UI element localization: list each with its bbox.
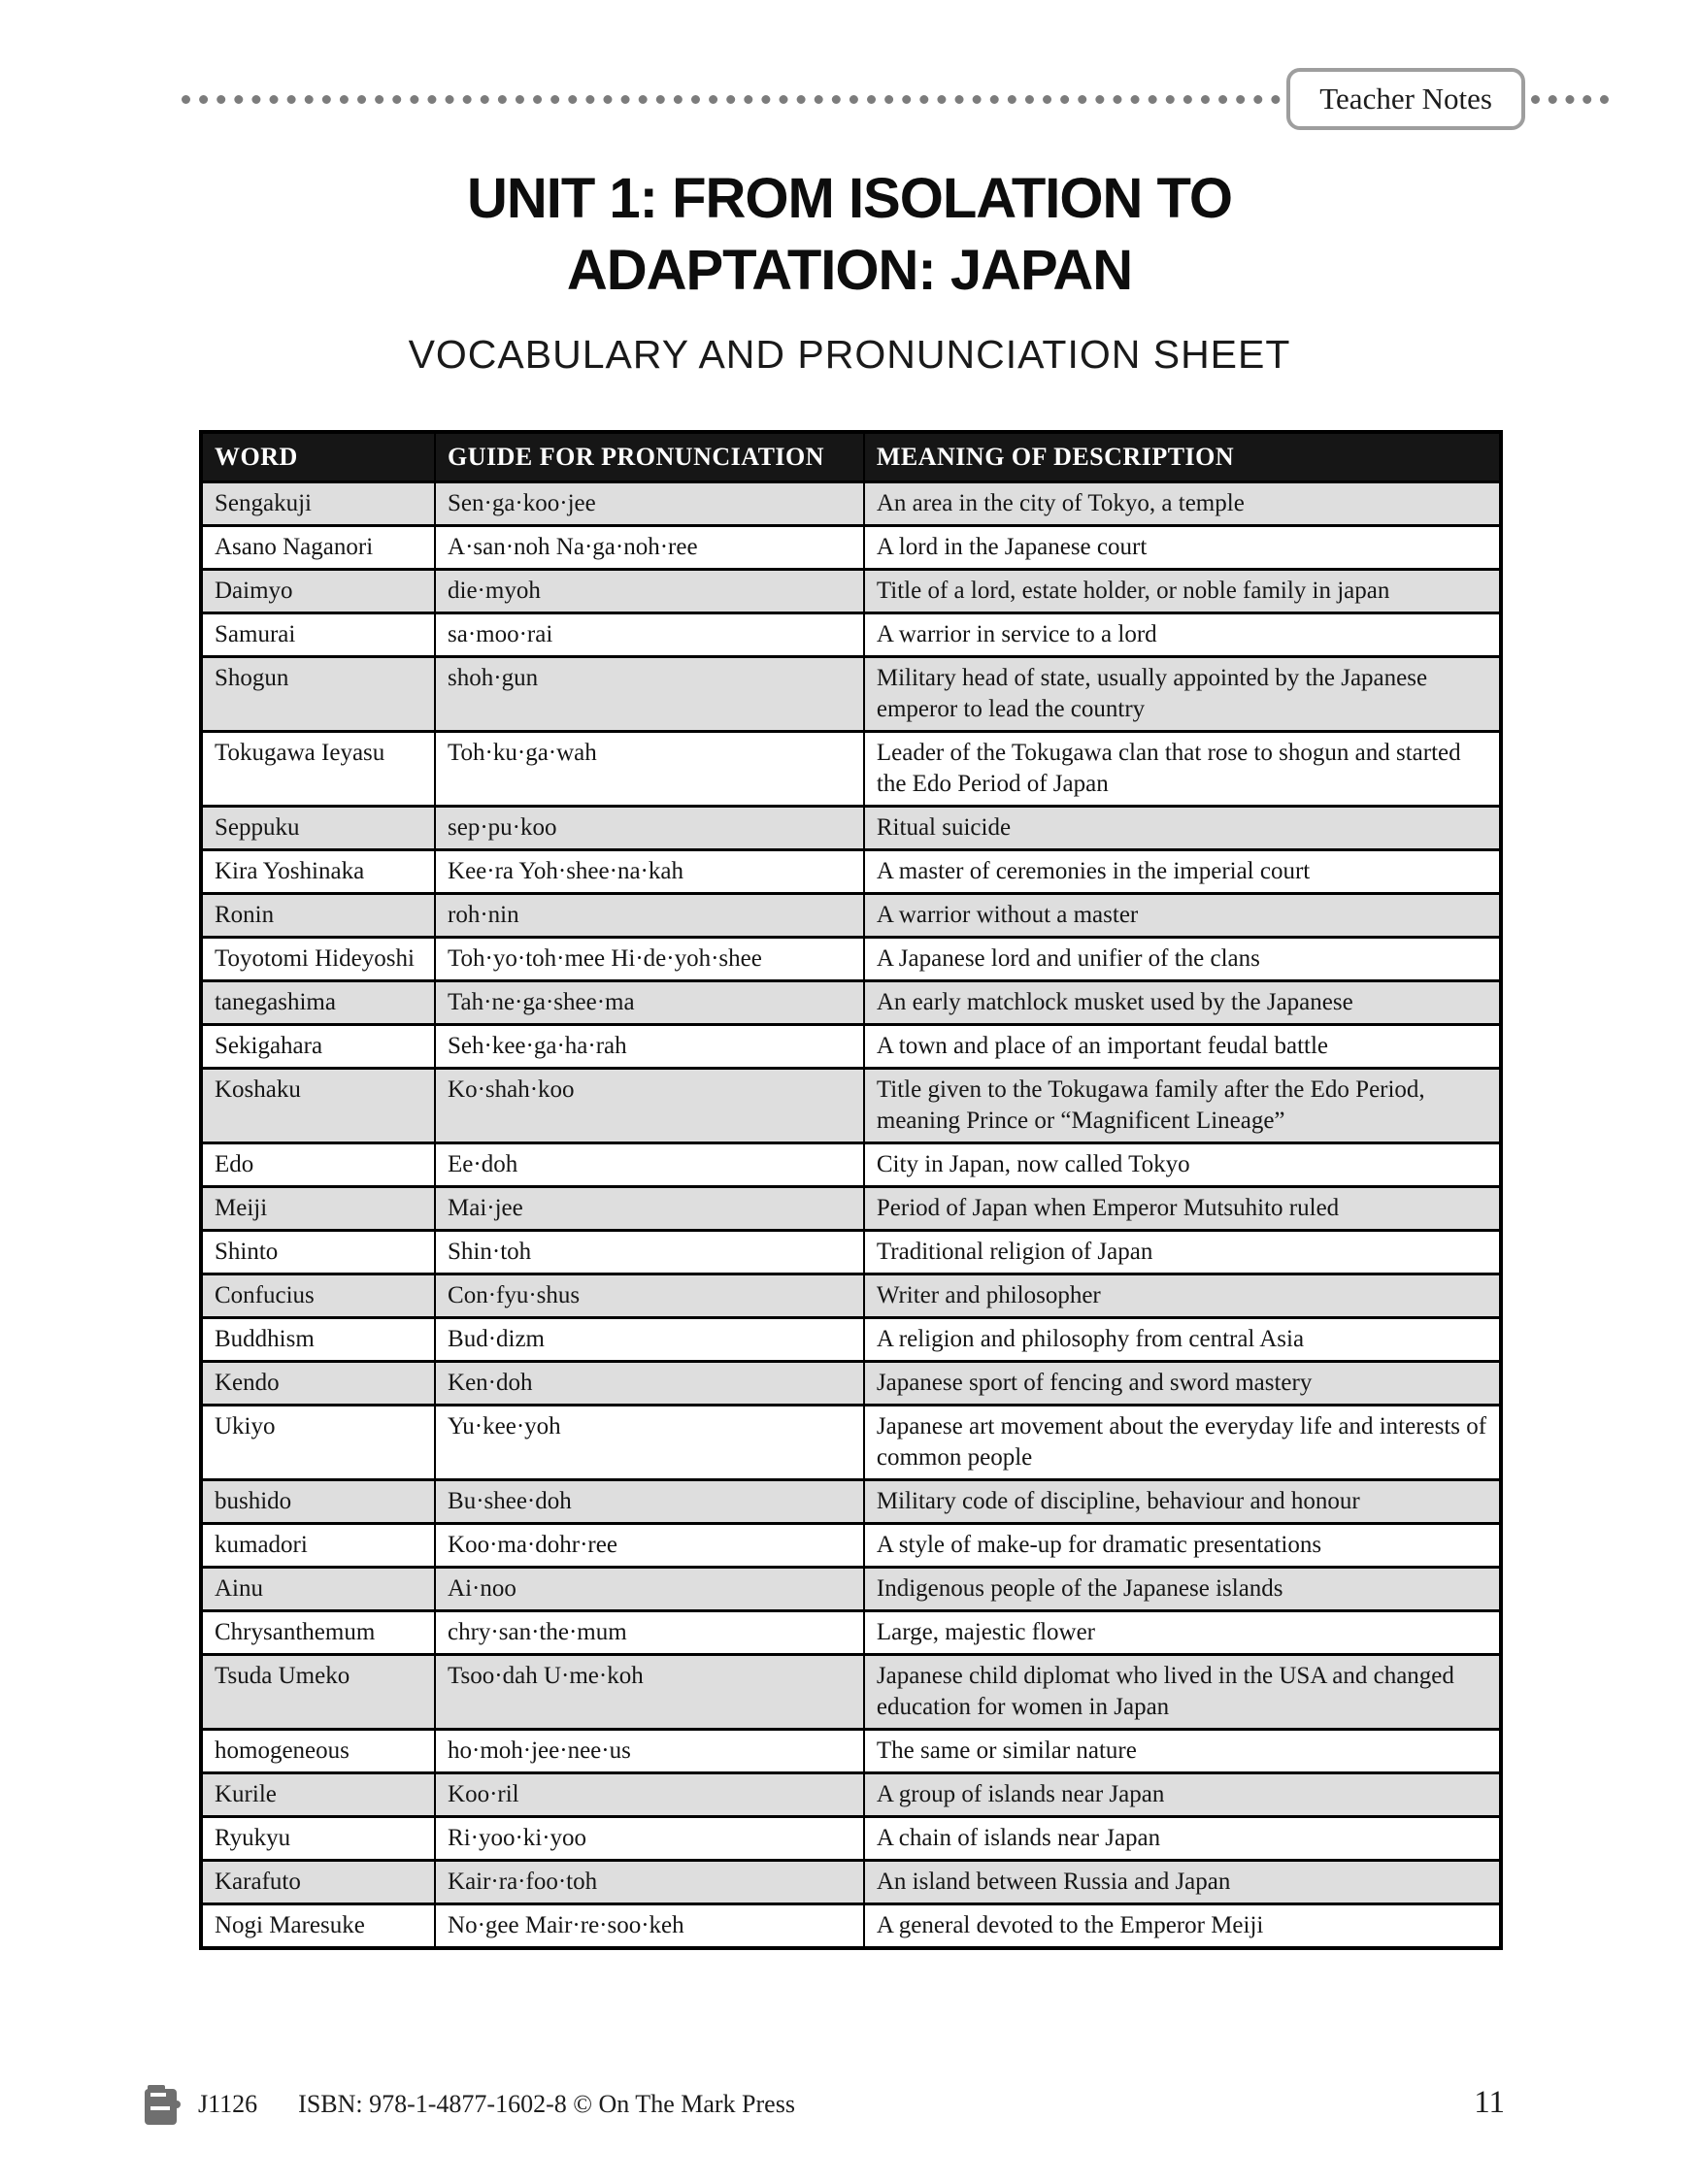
meaning-cell: Japanese child diplomat who lived in the USA and changed education for women in Japan	[864, 1655, 1501, 1730]
table-row	[201, 807, 1501, 850]
word-cell: Toyotomi Hideyoshi	[201, 938, 435, 981]
pronunciation-cell: Koo·ma·dohr·ree	[435, 1524, 864, 1568]
word-cell: kumadori	[201, 1524, 435, 1568]
meaning-cell: Indigenous people of the Japanese islands	[864, 1568, 1501, 1611]
word-cell: homogeneous	[201, 1730, 435, 1773]
word-cell: Confucius	[201, 1274, 435, 1318]
pronunciation-cell: Shin·toh	[435, 1231, 864, 1274]
table-row	[201, 1069, 1501, 1143]
page-title	[0, 163, 1699, 307]
meaning-cell: A Japanese lord and unifier of the clans	[864, 938, 1501, 981]
table-row	[201, 1611, 1501, 1655]
table-row	[201, 1025, 1501, 1069]
word-cell: Asano Naganori	[201, 526, 435, 570]
pronunciation-cell: Toh·ku·ga·wah	[435, 732, 864, 807]
table-row	[201, 1730, 1501, 1773]
table-row	[201, 1480, 1501, 1524]
table-row	[201, 1524, 1501, 1568]
table-row	[201, 1773, 1501, 1817]
meaning-cell: A town and place of an important feudal battle	[864, 1025, 1501, 1069]
word-cell: Shinto	[201, 1231, 435, 1274]
word-cell: Kira Yoshinaka	[201, 850, 435, 894]
word-cell: Sekigahara	[201, 1025, 435, 1069]
meaning-cell: A lord in the Japanese court	[864, 526, 1501, 570]
meaning-cell: Leader of the Tokugawa clan that rose to shogun and started the Edo Period of Japan	[864, 732, 1501, 807]
pronunciation-cell: Koo·ril	[435, 1773, 864, 1817]
pronunciation-cell: Bu·shee·doh	[435, 1480, 864, 1524]
meaning-cell: Large, majestic flower	[864, 1611, 1501, 1655]
meaning-cell: Ritual suicide	[864, 807, 1501, 850]
table-row	[201, 1274, 1501, 1318]
pronunciation-cell: Ee·doh	[435, 1143, 864, 1187]
meaning-cell: Japanese art movement about the everyday life and interests of common people	[864, 1406, 1501, 1480]
meaning-cell: Traditional religion of Japan	[864, 1231, 1501, 1274]
table-row	[201, 1362, 1501, 1406]
pronunciation-cell: No·gee Mair·re·soo·keh	[435, 1904, 864, 1949]
word-cell: Ryukyu	[201, 1817, 435, 1861]
teacher-notes-label: Teacher Notes	[1319, 82, 1492, 116]
column-header-pronunciation: GUIDE FOR PRONUNCIATION	[435, 432, 864, 482]
word-cell: Edo	[201, 1143, 435, 1187]
pronunciation-cell: Tsoo·dah U·me·koh	[435, 1655, 864, 1730]
table-row	[201, 570, 1501, 613]
vocabulary-table-body	[201, 482, 1501, 1949]
meaning-cell: City in Japan, now called Tokyo	[864, 1143, 1501, 1187]
column-header-word: WORD	[201, 432, 435, 482]
word-cell: Karafuto	[201, 1861, 435, 1904]
pronunciation-cell: Ai·noo	[435, 1568, 864, 1611]
pronunciation-cell: Seh·kee·ga·ha·rah	[435, 1025, 864, 1069]
dotted-rule-left	[182, 95, 1281, 104]
meaning-cell: Military code of discipline, behaviour and honour	[864, 1480, 1501, 1524]
meaning-cell: A style of make-up for dramatic presentations	[864, 1524, 1501, 1568]
word-cell: Kendo	[201, 1362, 435, 1406]
table-row	[201, 482, 1501, 526]
dotted-rule-right	[1531, 95, 1609, 104]
pronunciation-cell: ho·moh·jee·nee·us	[435, 1730, 864, 1773]
table-row	[201, 1655, 1501, 1730]
table-row	[201, 894, 1501, 938]
meaning-cell: An area in the city of Tokyo, a temple	[864, 482, 1501, 526]
table-row	[201, 1904, 1501, 1949]
page-subtitle: VOCABULARY AND PRONUNCIATION SHEET	[408, 332, 1291, 377]
word-cell: Shogun	[201, 657, 435, 732]
pronunciation-cell: Toh·yo·toh·mee Hi·de·yoh·shee	[435, 938, 864, 981]
header-row	[201, 432, 1501, 482]
word-cell: Tokugawa Ieyasu	[201, 732, 435, 807]
pronunciation-cell: Con·fyu·shus	[435, 1274, 864, 1318]
table-row	[201, 1231, 1501, 1274]
word-cell: tanegashima	[201, 981, 435, 1025]
meaning-cell: The same or similar nature	[864, 1730, 1501, 1773]
meaning-cell: Title of a lord, estate holder, or noble family in japan	[864, 570, 1501, 613]
page-title-line2: ADAPTATION: JAPAN	[566, 239, 1133, 302]
meaning-cell: A warrior without a master	[864, 894, 1501, 938]
table-row	[201, 938, 1501, 981]
word-cell: Samurai	[201, 613, 435, 657]
press-logo-icon	[144, 2083, 181, 2126]
meaning-cell: Period of Japan when Emperor Mutsuhito ruled	[864, 1187, 1501, 1231]
pronunciation-cell: Ri·yoo·ki·yoo	[435, 1817, 864, 1861]
meaning-cell: An island between Russia and Japan	[864, 1861, 1501, 1904]
table-row	[201, 1143, 1501, 1187]
table-row	[201, 1817, 1501, 1861]
meaning-cell: A religion and philosophy from central Asia	[864, 1318, 1501, 1362]
word-cell: Buddhism	[201, 1318, 435, 1362]
meaning-cell: A group of islands near Japan	[864, 1773, 1501, 1817]
table-row	[201, 1406, 1501, 1480]
pronunciation-cell: Ko·shah·koo	[435, 1069, 864, 1143]
word-cell: Kurile	[201, 1773, 435, 1817]
table-row	[201, 732, 1501, 807]
table-row	[201, 613, 1501, 657]
vocabulary-table-head	[201, 432, 1501, 482]
meaning-cell: Japanese sport of fencing and sword mastery	[864, 1362, 1501, 1406]
pronunciation-cell: Yu·kee·yoh	[435, 1406, 864, 1480]
table-row	[201, 1568, 1501, 1611]
meaning-cell: A chain of islands near Japan	[864, 1817, 1501, 1861]
page-title-line1: UNIT 1: FROM ISOLATION TO	[466, 167, 1233, 230]
page-number: 11	[1474, 2085, 1505, 2120]
pronunciation-cell: shoh·gun	[435, 657, 864, 732]
pronunciation-cell: Ken·doh	[435, 1362, 864, 1406]
column-header-meaning: MEANING OF DESCRIPTION	[864, 432, 1501, 482]
table-row	[201, 1861, 1501, 1904]
table-row	[201, 1318, 1501, 1362]
meaning-cell: A general devoted to the Emperor Meiji	[864, 1904, 1501, 1949]
table-row	[201, 850, 1501, 894]
meaning-cell: Title given to the Tokugawa family after the Edo Period, meaning Prince or “Magnificent Lineage”	[864, 1069, 1501, 1143]
pronunciation-cell: roh·nin	[435, 894, 864, 938]
table-row	[201, 526, 1501, 570]
word-cell: Sengakuji	[201, 482, 435, 526]
word-cell: Koshaku	[201, 1069, 435, 1143]
table-row	[201, 981, 1501, 1025]
pronunciation-cell: die·myoh	[435, 570, 864, 613]
pronunciation-cell: A·san·noh Na·ga·noh·ree	[435, 526, 864, 570]
word-cell: Ukiyo	[201, 1406, 435, 1480]
word-cell: Meiji	[201, 1187, 435, 1231]
teacher-notes-badge	[1286, 68, 1525, 130]
pronunciation-cell: Bud·dizm	[435, 1318, 864, 1362]
meaning-cell: A warrior in service to a lord	[864, 613, 1501, 657]
pronunciation-cell: Kee·ra Yoh·shee·na·kah	[435, 850, 864, 894]
meaning-cell: Military head of state, usually appointed by the Japanese emperor to lead the country	[864, 657, 1501, 732]
word-cell: Tsuda Umeko	[201, 1655, 435, 1730]
vocabulary-table	[199, 430, 1503, 1950]
product-code: J1126	[198, 2090, 258, 2118]
pronunciation-cell: Sen·ga·koo·jee	[435, 482, 864, 526]
pronunciation-cell: Kair·ra·foo·toh	[435, 1861, 864, 1904]
header-rule	[182, 68, 1609, 130]
pronunciation-cell: Mai·jee	[435, 1187, 864, 1231]
isbn-copyright: ISBN: 978-1-4877-1602-8 © On The Mark Press	[298, 2090, 795, 2118]
pronunciation-cell: sep·pu·koo	[435, 807, 864, 850]
pronunciation-cell: sa·moo·rai	[435, 613, 864, 657]
table-row	[201, 1187, 1501, 1231]
word-cell: Ronin	[201, 894, 435, 938]
pronunciation-cell: chry·san·the·mum	[435, 1611, 864, 1655]
meaning-cell: A master of ceremonies in the imperial court	[864, 850, 1501, 894]
word-cell: Ainu	[201, 1568, 435, 1611]
meaning-cell: An early matchlock musket used by the Japanese	[864, 981, 1501, 1025]
word-cell: Nogi Maresuke	[201, 1904, 435, 1949]
word-cell: bushido	[201, 1480, 435, 1524]
pronunciation-cell: Tah·ne·ga·shee·ma	[435, 981, 864, 1025]
word-cell: Seppuku	[201, 807, 435, 850]
table-row	[201, 657, 1501, 732]
footer	[144, 2083, 795, 2126]
word-cell: Daimyo	[201, 570, 435, 613]
meaning-cell: Writer and philosopher	[864, 1274, 1501, 1318]
word-cell: Chrysanthemum	[201, 1611, 435, 1655]
